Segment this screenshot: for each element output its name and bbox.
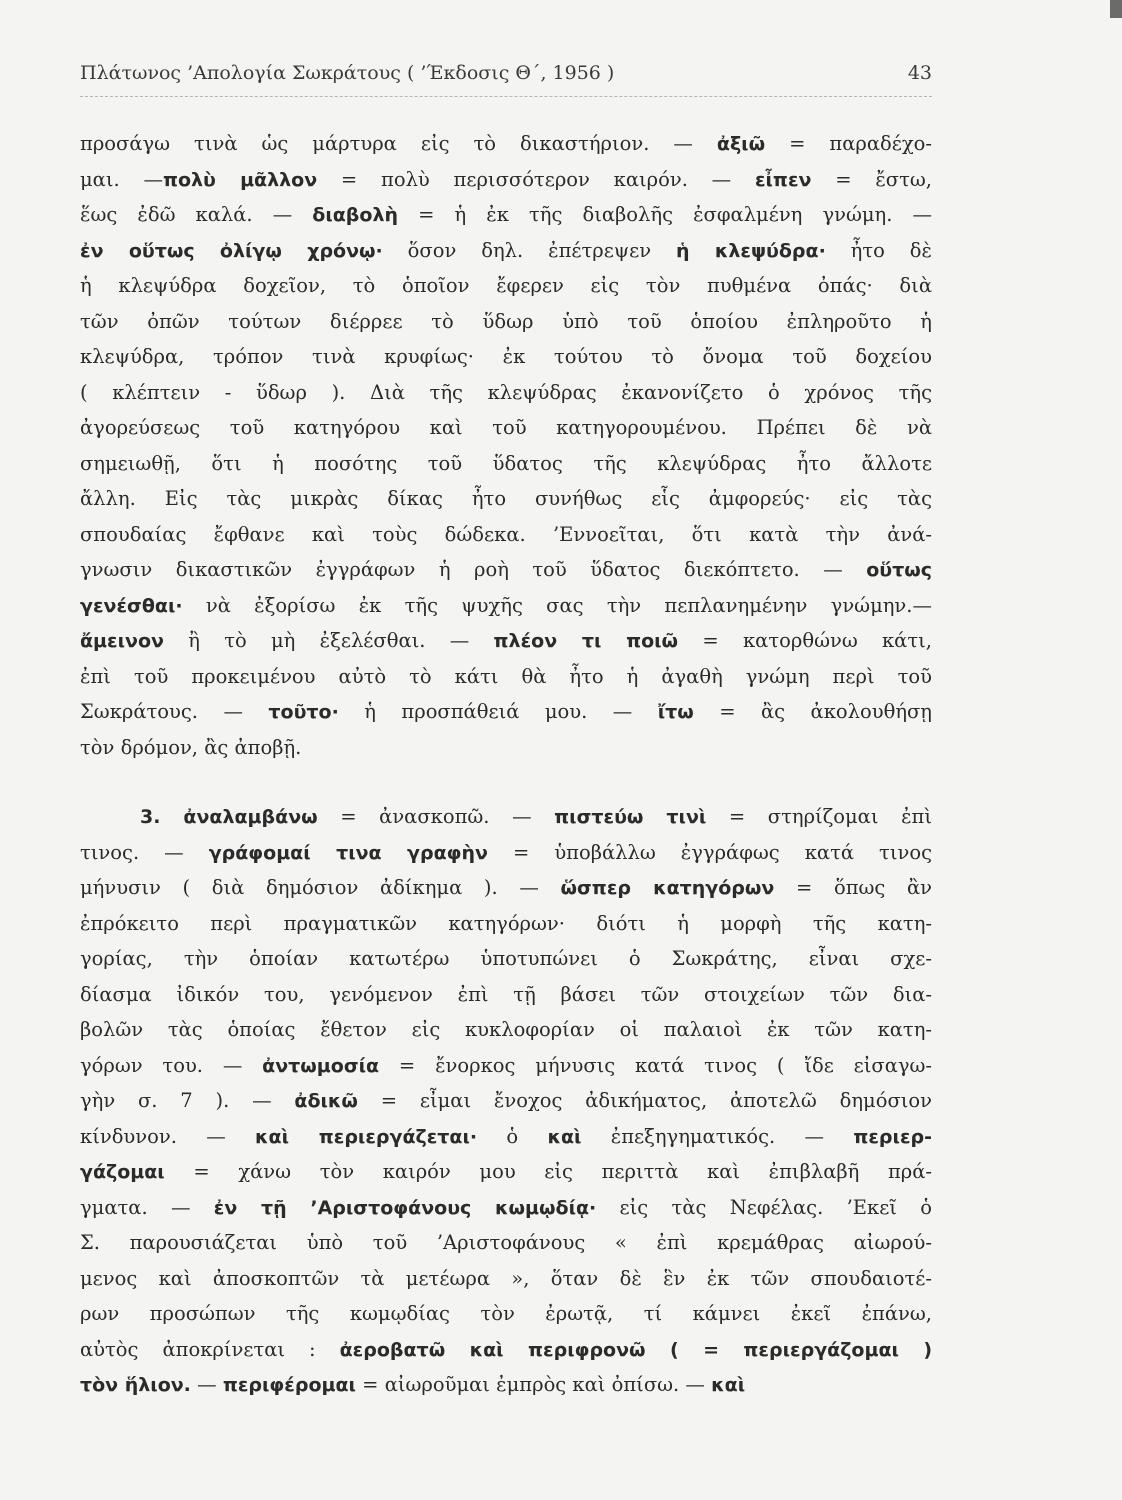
text-line — [80, 1119, 932, 1155]
lemma-term: ἴτω — [657, 701, 694, 723]
lemma-term: ἀδικῶ — [294, 1090, 358, 1112]
text-line — [80, 162, 932, 198]
text-line — [80, 552, 932, 588]
text-line — [80, 799, 932, 835]
text-run: = στηρίζομαι ἐπὶ — [706, 805, 932, 828]
text-line — [80, 410, 932, 446]
text-run: τινος. — — [80, 840, 209, 864]
text-run: — — [190, 1373, 223, 1396]
text-line — [80, 1048, 932, 1084]
text-run: προσάγω τινὰ ὡς μάρτυρα εἰς τὸ δικαστήριον. — — [80, 132, 717, 155]
lemma-term: καὶ — [711, 1374, 746, 1396]
lemma-term: περιφέρομαι — [222, 1374, 356, 1396]
text-line — [80, 588, 932, 624]
lemma-term: γράφομαί τινα γραφὴν — [208, 841, 488, 864]
text-run: ἐπεξηγηματικός. — — [581, 1124, 854, 1148]
text-line — [80, 233, 932, 269]
text-run: = ὅπως ἂν — [774, 876, 933, 899]
text-run: Σωκράτους. — — [80, 700, 269, 723]
header-rule — [80, 96, 932, 97]
lemma-term: καὶ περιεργάζεται· — [255, 1125, 478, 1148]
text-line — [80, 481, 932, 517]
lemma-term: τοῦτο· — [268, 701, 339, 723]
text-run: ρων προσώπων τῆς κωμῳδίας τὸν ἐρωτᾷ, τί κάμνει ἐκεῖ ἐπάνω, — [80, 1302, 932, 1325]
text-run: γνωσιν δικαστικῶν ἐγγράφων ἡ ροὴ τοῦ ὕδατος διεκόπτετο. — — [80, 558, 867, 581]
text-run: ἐπρόκειτο περὶ πραγματικῶν κατηγόρων· διότι ἡ μορφὴ τῆς κατη- — [80, 911, 932, 935]
lemma-term: ἄμεινον — [80, 630, 164, 652]
text-line — [80, 1154, 932, 1190]
text-line — [80, 870, 932, 906]
text-line — [80, 1012, 932, 1048]
text-run: σημειωθῇ, ὅτι ἡ ποσότης τοῦ ὕδατος τῆς κλεψύδρας ἦτο ἄλλοτε — [80, 451, 932, 475]
text-run: = ἔστω, — [811, 167, 932, 191]
running-head — [80, 62, 932, 92]
lemma-term: ἀντωμοσία — [262, 1054, 380, 1077]
text-run: ἢ τὸ μὴ ἐξελέσθαι. — — [163, 629, 494, 652]
text-line — [80, 1190, 932, 1226]
text-run: ἄλλη. Εἰς τὰς μικρὰς δίκας ἦτο συνήθως εἷς ἀμφορεύς· εἰς τὰς — [80, 487, 932, 510]
text-line — [80, 977, 932, 1013]
paragraph-gap — [80, 765, 932, 799]
text-line — [80, 835, 932, 871]
running-head-title: Πλάτωνος ’Απολογία Σωκράτους ( ’Έκδοσις Θ΄, 1956 ) — [80, 62, 615, 84]
text-line — [80, 1296, 932, 1332]
text-run: γματα. — — [80, 1195, 214, 1219]
text-run: = ἔνορκος μήνυσις κατά τινος ( ἴδε εἰσαγω- — [379, 1053, 933, 1077]
text-line — [80, 941, 932, 977]
lemma-term: 3. ἀναλαμβάνω — [140, 806, 318, 828]
lemma-term: τὸν ἥλιον. — [80, 1374, 191, 1396]
lemma-term: ἐν οὕτως ὀλίγῳ χρόνῳ· — [80, 239, 383, 262]
lemma-term: εἶπεν — [754, 168, 812, 191]
text-run: κίνδυνον. — — [80, 1124, 256, 1148]
text-line — [80, 694, 932, 730]
text-line — [80, 517, 932, 553]
text-line — [80, 623, 932, 659]
lemma-term: οὕτως — [866, 559, 932, 581]
text-line — [80, 375, 932, 411]
lemma-term: ὥσπερ κατηγόρων — [560, 877, 775, 899]
text-run: ἦτο δὲ — [825, 238, 932, 262]
lemma-term: περιερ- — [853, 1125, 932, 1148]
text-run: ἡ κλεψύδρα δοχεῖον, τὸ ὁποῖον ἔφερεν εἰς τὸν πυθμένα ὀπάς· διὰ — [80, 274, 932, 297]
text-line — [80, 268, 932, 304]
text-run: γὴν σ. 7 ). — — [80, 1089, 295, 1112]
text-run: Σ. παρουσιάζεται ὑπὸ τοῦ ’Αριστοφάνους « ἐπὶ κρεμάθρας αἰωρού- — [80, 1231, 932, 1254]
text-run: μήνυσιν ( διὰ δημόσιον ἀδίκημα ). — — [80, 876, 561, 899]
body-text — [80, 126, 932, 1403]
lemma-term: πολὺ μᾶλλον — [162, 168, 318, 191]
lemma-term: ἀεροβατῶ καὶ περιφρονῶ ( = περιεργάζομαι ) — [339, 1338, 933, 1361]
text-line — [80, 1225, 932, 1261]
text-line — [80, 1083, 932, 1119]
text-run: εἰς τὰς Νεφέλας. ’Εκεῖ ὁ — [596, 1195, 932, 1219]
text-run: κλεψύδρα, τρόπον τινὰ κρυφίως· ἐκ τούτου τὸ ὄνομα τοῦ δοχείου — [80, 345, 932, 368]
text-run: = παραδέχο- — [765, 132, 932, 155]
text-run: = εἶμαι ἔνοχος ἀδικήματος, ἀποτελῶ δημόσιον — [357, 1089, 933, 1112]
lemma-term: πλέον τι ποιῶ — [493, 630, 679, 652]
page-number: 43 — [907, 62, 932, 84]
text-run: = ἂς ἀκολουθήσῃ — [693, 700, 932, 723]
text-run: ( κλέπτειν - ὕδωρ ). Διὰ τῆς κλεψύδρας ἐκανονίζετο ὁ χρόνος τῆς — [80, 380, 932, 404]
lemma-term: γάζομαι — [80, 1161, 165, 1183]
text-run: γορίας, τὴν ὁποίαν κατωτέρω ὑποτυπώνει ὁ Σωκράτης, εἶναι σχε- — [80, 947, 932, 970]
scan-corner-mark — [1110, 0, 1122, 18]
text-run: μενος καὶ ἀποσκοπτῶν τὰ μετέωρα », ὅταν δὲ ἓν ἐκ τῶν σπουδαιοτέ- — [80, 1266, 932, 1290]
text-run: = ἡ ἐκ τῆς διαβολῆς ἐσφαλμένη γνώμη. — — [398, 203, 932, 226]
text-run: αὐτὸς ἀποκρίνεται : — [80, 1337, 340, 1361]
text-run: = αἰωροῦμαι ἐμπρὸς καὶ ὀπίσω. — — [355, 1373, 712, 1396]
text-line — [80, 1367, 932, 1403]
text-run: ἕως ἐδῶ καλά. — — [80, 203, 313, 226]
lemma-term: ἀξιῶ — [716, 133, 766, 155]
text-run: ὁ — [477, 1124, 548, 1148]
text-run: ἐπὶ τοῦ προκειμένου αὐτὸ τὸ κάτι θὰ ἦτο ἡ ἀγαθὴ γνώμη περὶ τοῦ — [80, 664, 932, 688]
text-line — [80, 197, 932, 233]
text-run: νὰ ἐξορίσω ἐκ τῆς ψυχῆς σας τὴν πεπλανημένην γνώμην.— — [182, 593, 932, 617]
lemma-term: καὶ — [547, 1125, 582, 1148]
text-run: σπουδαίας ἔφθανε καὶ τοὺς δώδεκα. ’Εννοεῖται, ὅτι κατὰ τὴν ἀνά- — [80, 522, 932, 546]
text-run: τῶν ὀπῶν τούτων διέρρεε τὸ ὕδωρ ὑπὸ τοῦ ὁποίου ἐπληροῦτο ἡ — [80, 309, 932, 333]
text-run: ὅσον δηλ. ἐπέτρεψεν — [382, 238, 676, 262]
lemma-term: διαβολὴ — [312, 204, 399, 226]
text-run: βολῶν τὰς ὁποίας ἔθετον εἰς κυκλοφορίαν οἱ παλαιοὶ ἐκ τῶν κατη- — [80, 1018, 932, 1041]
lemma-term: πιστεύω τινὶ — [554, 806, 707, 828]
text-line — [80, 126, 932, 162]
paragraph-1 — [80, 126, 932, 765]
text-run: = ὑποβάλλω ἐγγράφως κατά τινος — [487, 840, 932, 864]
lemma-term: ἐν τῇ ’Αριστοφάνους κωμῳδίᾳ· — [213, 1196, 597, 1219]
text-run: = ἀνασκοπῶ. — — [317, 805, 555, 828]
text-run: = χάνω τὸν καιρόν μου εἰς περιττὰ καὶ ἐπιβλαβῆ πρά- — [164, 1160, 932, 1183]
text-line — [80, 1332, 932, 1368]
text-run: τὸν δρόμον, ἂς ἀποβῇ. — [80, 735, 302, 759]
text-line — [80, 906, 932, 942]
text-line — [80, 339, 932, 375]
text-run: γόρων του. — — [80, 1053, 263, 1077]
lemma-term: γενέσθαι· — [80, 594, 183, 617]
text-run: ἡ προσπάθειά μου. — — [338, 700, 658, 723]
text-run: ἀγορεύσεως τοῦ κατηγόρου καὶ τοῦ κατηγορουμένου. Πρέπει δὲ νὰ — [80, 416, 932, 439]
paragraph-2 — [80, 799, 932, 1403]
text-line — [80, 1261, 932, 1297]
text-line — [80, 304, 932, 340]
text-run: μαι. — — [80, 167, 163, 191]
text-run: = πολὺ περισσότερον καιρόν. — — [317, 167, 755, 191]
lemma-term: ἡ κλεψύδρα· — [676, 239, 826, 262]
text-line — [80, 730, 932, 766]
text-run: = κατορθώνω κάτι, — [678, 629, 932, 652]
text-line — [80, 659, 932, 695]
text-line — [80, 446, 932, 482]
text-run: δίασμα ἰδικόν του, γενόμενον ἐπὶ τῇ βάσει τῶν στοιχείων τῶν δια- — [80, 982, 932, 1006]
